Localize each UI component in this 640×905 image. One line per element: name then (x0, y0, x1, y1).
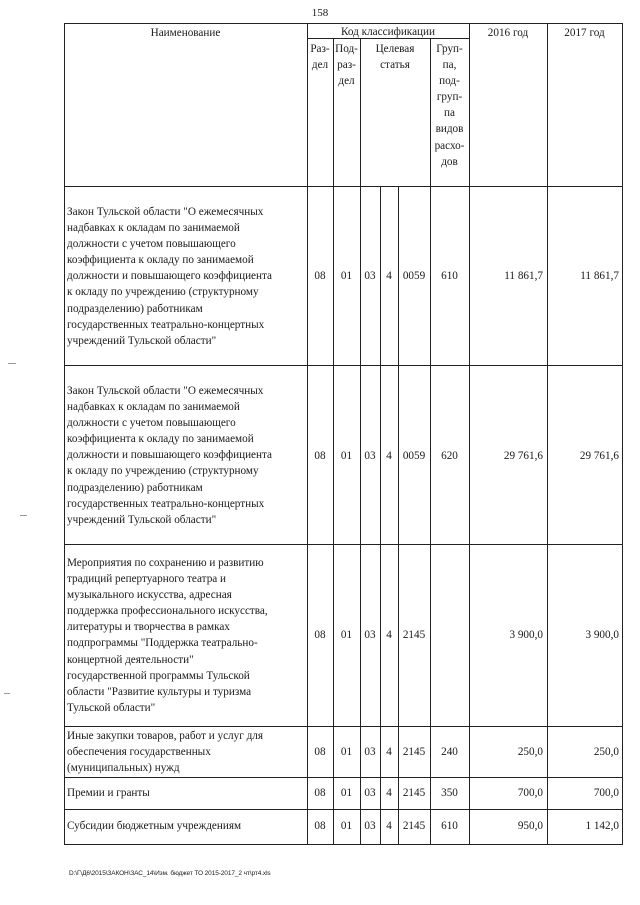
header-target-article: Целевая статья (375, 43, 415, 72)
header-year-2017: 2017 год (564, 27, 605, 39)
table-bottom-border (64, 844, 623, 845)
row-expense: 240 (441, 746, 458, 758)
row-section: 08 (314, 270, 326, 282)
page-number: 158 (311, 7, 329, 19)
row-target-program: 03 (364, 450, 376, 462)
row-target-subprogram: 4 (386, 270, 392, 282)
row-target-direction: 0059 (402, 450, 426, 462)
row-value-2016: 250,0 (517, 746, 543, 758)
row-name: Закон Тульской области "О ежемесячных надбавках к окладам по занимаемой должности с учетом повышающего коэффициента к окладу по занимаемой должности и повышающего коэффициента к окладу по учреждению (структурному подразделению) работникам государственных театрально-концертных учреждений Тульской области" (67, 385, 273, 526)
row-subsection: 01 (340, 787, 353, 799)
col-divider-section (333, 38, 334, 845)
header-name: Наименование (150, 27, 221, 39)
row-target-subprogram: 4 (386, 787, 392, 799)
row-value-2017: 250,0 (593, 746, 619, 758)
col-divider-name (307, 23, 308, 845)
col-divider-2016 (547, 23, 548, 845)
row-value-2016: 11 861,7 (504, 270, 543, 282)
row-target-program: 03 (364, 270, 376, 282)
table-right-border (622, 23, 623, 845)
row-name: Мероприятия по сохранению и развитию традиций репертуарного театра и музыкального искусства, адресная поддержка профессионального искусства, литературы и творчества в рамках подпрограммы "Поддержка театрально- концертной деятельности" государственной программы Тульской области "Развитие культуры и туризма Тульской области" (67, 557, 268, 714)
row-subsection: 01 (340, 450, 353, 462)
row-expense: 610 (441, 820, 458, 832)
row-target-direction: 2145 (402, 787, 426, 799)
row-subsection: 01 (340, 270, 353, 282)
row-name: Премии и гранты (67, 787, 150, 799)
row-value-2016: 3 900,0 (509, 629, 543, 641)
row-expense: 620 (441, 450, 458, 462)
row-section: 08 (314, 629, 326, 641)
row-section: 08 (314, 820, 326, 832)
row-section: 08 (314, 787, 326, 799)
scan-mark (8, 363, 16, 364)
row-subsection: 01 (340, 820, 353, 832)
row-target-program: 03 (364, 787, 376, 799)
row-divider-4 (64, 777, 623, 778)
header-code-group: Код классификации (341, 26, 435, 38)
row-target-direction: 2145 (402, 629, 426, 641)
row-target-subprogram: 4 (386, 746, 392, 758)
row-divider-5 (64, 809, 623, 810)
header-section: Раз- дел (310, 43, 330, 72)
row-value-2017: 11 861,7 (580, 270, 619, 282)
row-value-2017: 29 761,6 (579, 450, 619, 462)
row-section: 08 (314, 450, 326, 462)
scan-mark (4, 693, 10, 694)
scan-mark (20, 515, 27, 516)
header-bottom-border (64, 186, 623, 187)
row-subsection: 01 (340, 746, 353, 758)
file-path-footer: D:\Г\Д6\2015\ЗАКОН\ЗАС_14\Изм. бюджет ТО 2015-2017_2 чт\рт4.xls (69, 870, 271, 877)
row-value-2016: 29 761,6 (503, 450, 543, 462)
row-target-subprogram: 4 (386, 629, 392, 641)
header-year-2016: 2016 год (487, 27, 529, 39)
row-expense: 610 (441, 270, 458, 282)
row-section: 08 (314, 746, 326, 758)
row-value-2017: 1 142,0 (585, 820, 619, 832)
row-target-program: 03 (364, 629, 376, 641)
row-name: Иные закупки товаров, работ и услуг для обеспечения государственных (муниципальных) нужд (67, 730, 264, 775)
row-value-2017: 700,0 (593, 787, 619, 799)
row-target-program: 03 (364, 820, 376, 832)
row-value-2016: 950,0 (517, 820, 543, 832)
col-divider-subsection (360, 38, 361, 845)
row-value-2017: 3 900,0 (585, 629, 619, 641)
row-expense: 350 (441, 787, 458, 799)
row-value-2016: 700,0 (517, 787, 543, 799)
row-target-direction: 2145 (402, 820, 426, 832)
row-divider-3 (64, 726, 623, 727)
row-target-program: 03 (364, 746, 376, 758)
row-name: Субсидии бюджетным учреждениям (67, 820, 242, 832)
row-name: Закон Тульской области "О ежемесячных надбавках к окладам по занимаемой должности с учетом повышающего коэффициента к окладу по занимаемой должности и повышающего коэффициента к окладу по учреждению (структурному подразделению) работникам государственных театрально-концертных учреждений Тульской области" (67, 206, 273, 347)
row-divider-2 (64, 544, 623, 545)
col-divider-expense (469, 23, 470, 845)
row-divider-1 (64, 365, 623, 366)
header-subsection: Под- раз- дел (335, 43, 358, 88)
row-target-direction: 2145 (402, 746, 426, 758)
row-subsection: 01 (340, 629, 353, 641)
row-target-subprogram: 4 (386, 820, 392, 832)
table-left-border (64, 23, 65, 845)
row-target-subprogram: 4 (386, 450, 392, 462)
row-target-direction: 0059 (402, 270, 426, 282)
header-expense-group: Груп- па, под- груп- па видов расхо- дов (434, 43, 465, 168)
